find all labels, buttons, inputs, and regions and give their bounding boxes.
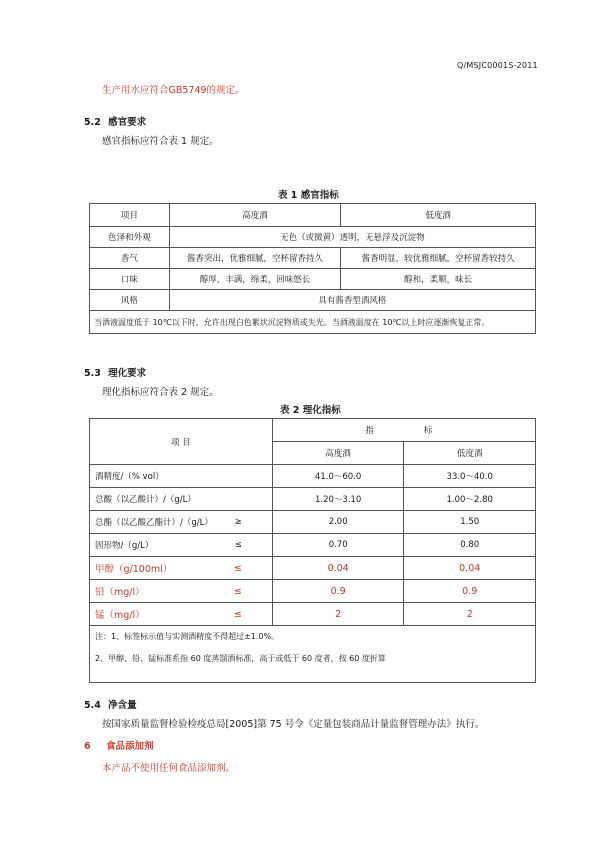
section-title: 净含量 (108, 700, 137, 711)
row-symbol: ≤ (219, 580, 272, 603)
header-item: 项 目 (90, 419, 273, 465)
row-symbol: ≤ (219, 534, 272, 557)
row-item: 酒精度/（% vol） (90, 465, 273, 488)
row-item: 总酯（以乙酸乙酯计）/（g/L） (90, 511, 220, 534)
table1-caption: 表 1 感官指标 (278, 190, 339, 201)
row-item: 锰（mg/l） (90, 603, 220, 626)
table-row (90, 580, 536, 603)
row-low-value: 2 (404, 603, 536, 626)
row-high-value: 41.0～60.0 (272, 465, 404, 488)
table-row (90, 269, 536, 290)
row-item: 铅（mg/l） (90, 580, 220, 603)
row-symbol: ≥ (219, 511, 272, 534)
section-5-4-heading (84, 697, 137, 711)
header-high: 高度酒 (169, 204, 341, 227)
table2-caption: 表 2 理化指标 (280, 405, 341, 416)
doc-code: Q/MSJC0001S-2011 (457, 61, 538, 70)
header-low: 低度酒 (404, 442, 536, 465)
table-note-row (90, 311, 536, 334)
table-row (90, 534, 536, 557)
row-high-value: 2 (272, 603, 404, 626)
header-index-part2: 标 (404, 419, 536, 442)
row-low-value: 1.50 (404, 511, 536, 534)
row-item: 风格 (90, 290, 170, 311)
row-high-value: 醇厚，丰满，绵柔，回味悠长 (169, 269, 341, 290)
table-header-row (90, 204, 536, 227)
table-row (90, 248, 536, 269)
row-merged-value: 具有酱香型酒风格 (169, 290, 535, 311)
table2-note-2: 2、甲醇、铅、锰标准系指 60 度蒸馏酒标准，高于或低于 60 度者，按 60 度折算 (95, 654, 386, 663)
section-5-2-heading (84, 114, 146, 128)
row-high-value: 0.70 (272, 534, 404, 557)
header-high: 高度酒 (272, 442, 404, 465)
section-title: 食品添加剂 (105, 741, 154, 752)
header-low: 低度酒 (341, 204, 536, 227)
row-low-value: 酱香明显，较优雅细腻，空杯留香较持久 (341, 248, 536, 269)
section-6-text: 本产品不使用任何食品添加剂。 (102, 763, 236, 774)
row-high-value: 酱香突出，优雅细腻，空杯留香持久 (169, 248, 341, 269)
row-item: 总酸（以乙酸计）/（g/L） (90, 488, 273, 511)
row-low-value: 0.80 (404, 534, 536, 557)
intro-line: 生产用水应符合GB5749的规定。 (102, 85, 245, 96)
row-item: 香气 (90, 248, 170, 269)
row-symbol: ≤ (219, 603, 272, 626)
table-row (90, 465, 536, 488)
physicochemical-table (89, 418, 536, 683)
section-5-2-text: 感官指标应符合表 1 规定。 (102, 136, 219, 147)
table-row (90, 557, 536, 580)
table-header-row (90, 419, 536, 442)
table-row (90, 227, 536, 248)
row-item: 甲醇（g/100ml） (90, 557, 220, 580)
row-low-value: 醇和，柔顺，味长 (341, 269, 536, 290)
row-low-value: 0.04 (404, 557, 536, 580)
section-title: 感官要求 (108, 117, 147, 128)
row-merged-value: 无色（或微黄）透明，无悬浮及沉淀物 (169, 227, 535, 248)
section-title: 理化要求 (108, 368, 147, 379)
table1-note: 当酒液温度低于 10℃以下时，允许出现白色絮状沉淀物质或失光。当酒液温度在 10℃以上时应逐渐恢复正常。 (90, 311, 536, 334)
header-index-part1: 指 (272, 419, 404, 442)
section-number: 5.3 (84, 368, 101, 379)
section-number: 5.4 (84, 700, 101, 711)
table-note-row (90, 626, 536, 683)
section-5-4-text: 按国家质量监督检验检疫总局[2005]第 75 号令《定量包装商品计量监督管理办法》执行。 (102, 719, 485, 730)
row-high-value: 0.04 (272, 557, 404, 580)
sensory-table (89, 203, 536, 334)
table-row (90, 511, 536, 534)
section-number: 6 (84, 741, 91, 752)
row-high-value: 1.20～3.10 (272, 488, 404, 511)
table-row (90, 290, 536, 311)
row-high-value: 2.00 (272, 511, 404, 534)
section-6-heading (84, 738, 153, 752)
row-item: 色泽和外观 (90, 227, 170, 248)
row-low-value: 33.0～40.0 (404, 465, 536, 488)
section-5-3-heading (84, 365, 146, 379)
table2-note-1: 注：1、标签标示值与实测酒精度不得超过±1.0%。 (95, 632, 280, 641)
row-item: 固形物/（g/L） (90, 534, 220, 557)
row-item: 口味 (90, 269, 170, 290)
row-symbol: ≤ (219, 557, 272, 580)
section-5-3-text: 理化指标应符合表 2 规定。 (102, 387, 219, 398)
section-number: 5.2 (84, 117, 101, 128)
header-item: 项目 (90, 204, 170, 227)
row-low-value: 0.9 (404, 580, 536, 603)
row-low-value: 1.00～2.80 (404, 488, 536, 511)
table-row (90, 603, 536, 626)
row-high-value: 0.9 (272, 580, 404, 603)
table-row (90, 488, 536, 511)
table2-notes (90, 626, 536, 683)
